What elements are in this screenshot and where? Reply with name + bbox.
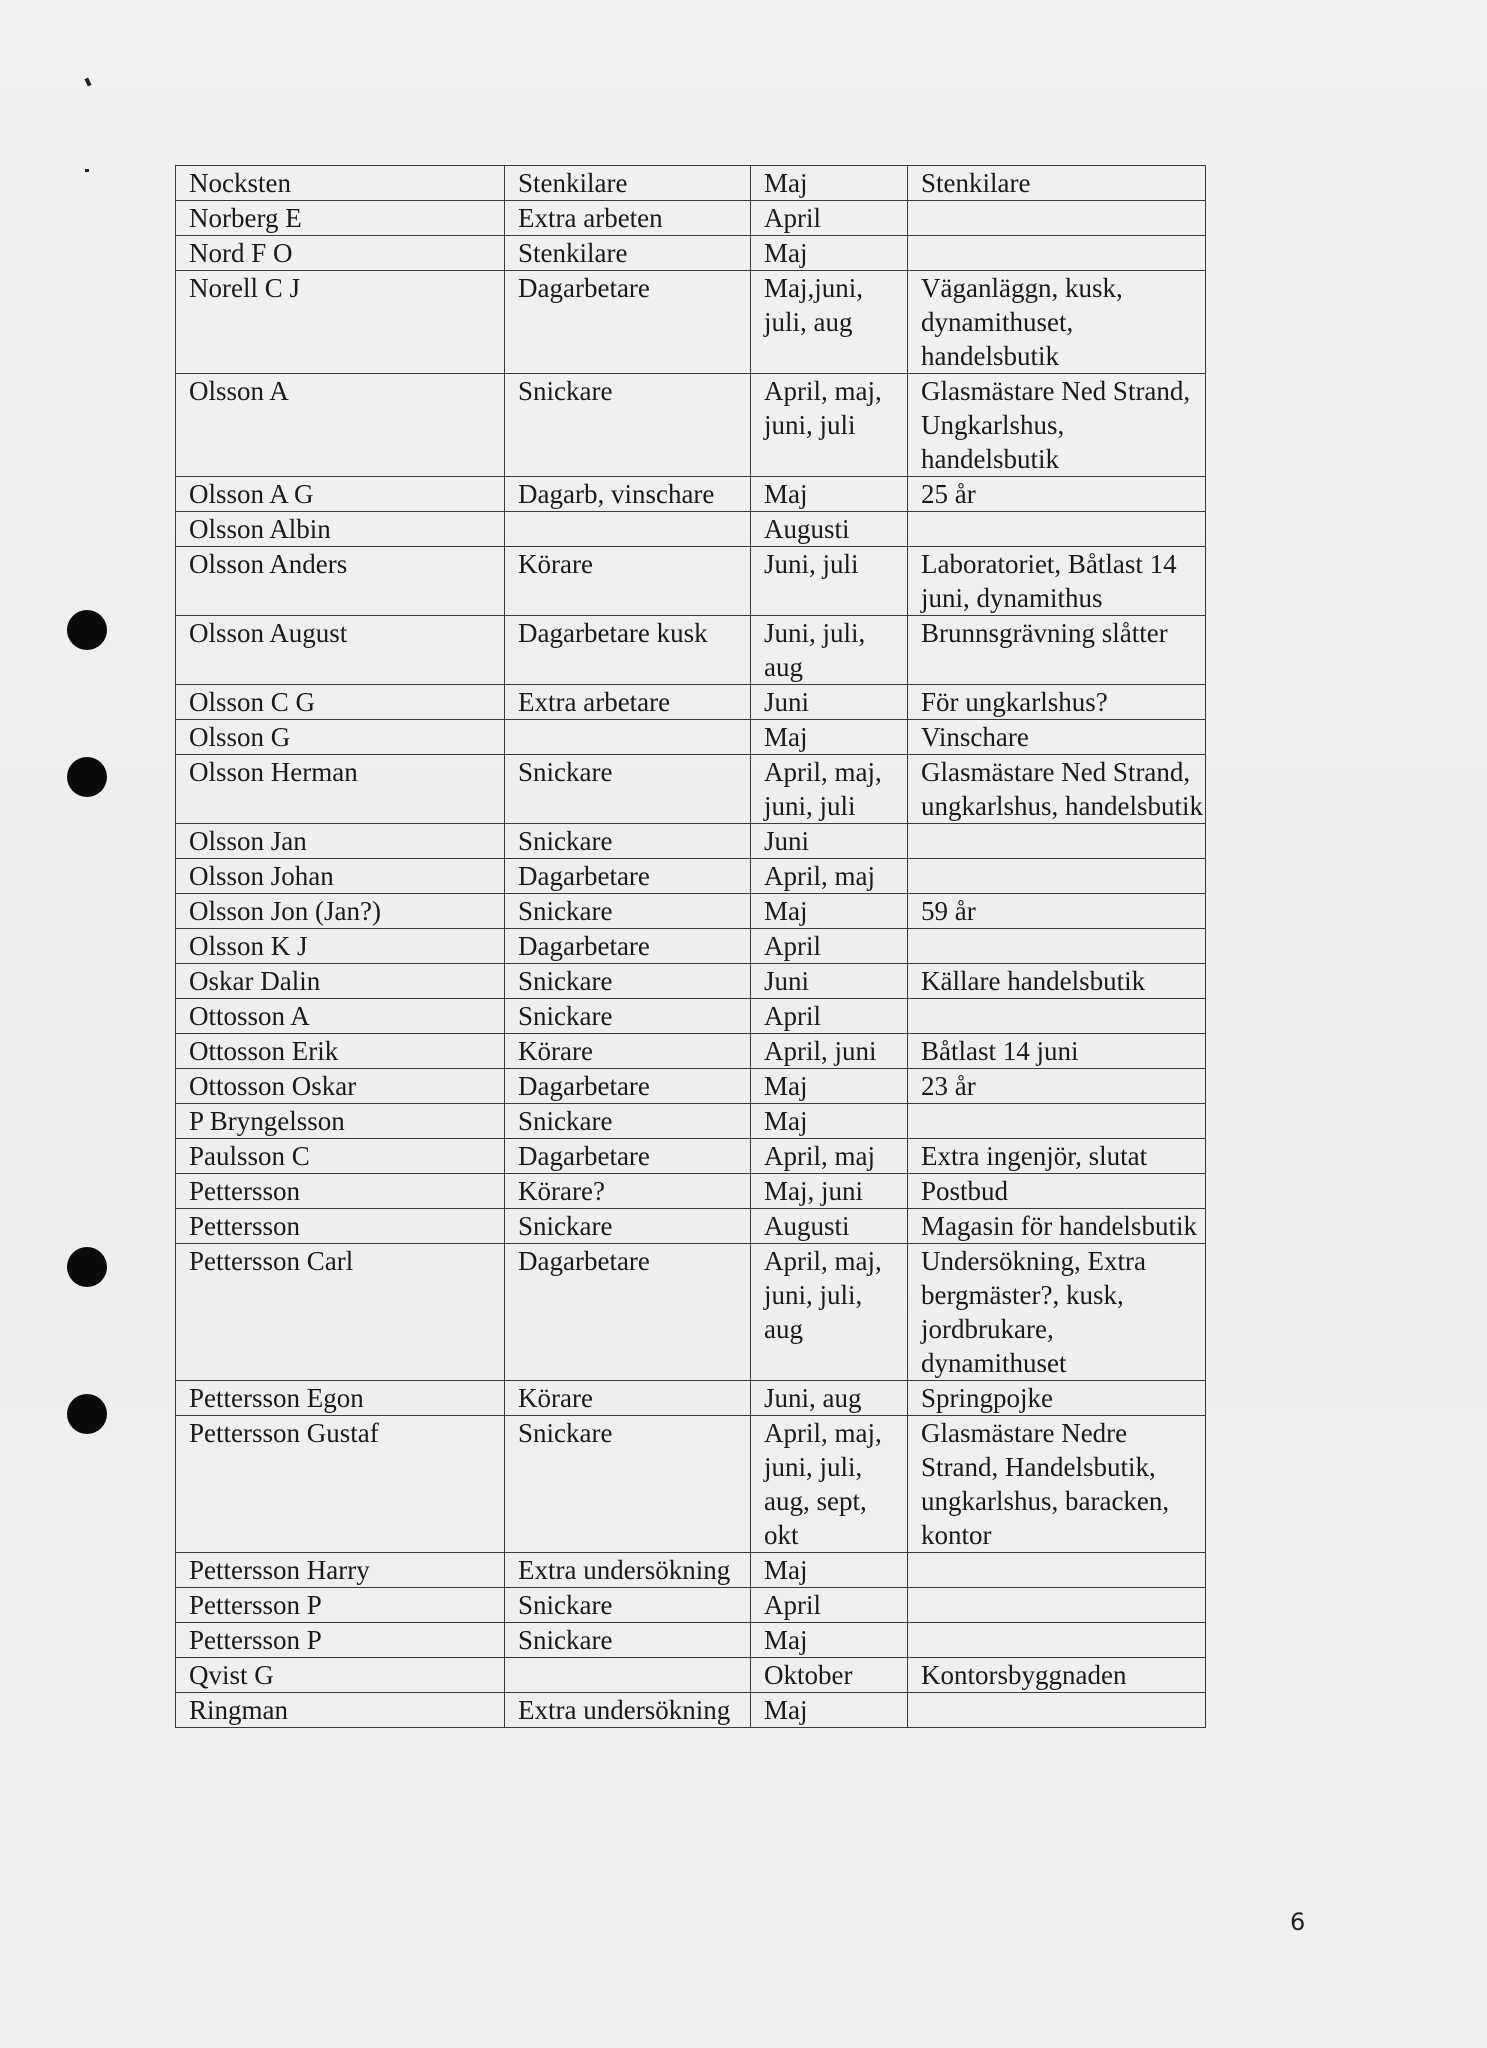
table-row [176, 166, 1206, 201]
worker-role-cell [505, 1416, 751, 1553]
worker-name-cell [176, 824, 505, 859]
worker-note-cell [908, 929, 1206, 964]
worker-role-cell [505, 1623, 751, 1658]
worker-months-cell [751, 236, 908, 271]
worker-role-text: Körare? [518, 1176, 605, 1206]
worker-note-cell [908, 616, 1206, 685]
worker-name-cell [176, 547, 505, 616]
worker-name-cell [176, 1416, 505, 1553]
worker-note-text: 23 år [921, 1071, 976, 1101]
worker-note-text [921, 859, 1205, 893]
worker-note-cell [908, 1658, 1206, 1693]
worker-note-cell [908, 512, 1206, 547]
worker-note-text: Extra ingenjör, slutat [921, 1141, 1148, 1171]
worker-role-cell [505, 271, 751, 374]
worker-role-text: Snickare [518, 757, 613, 787]
worker-note-cell [908, 1588, 1206, 1623]
table-row [176, 1244, 1206, 1381]
worker-months-cell [751, 720, 908, 755]
worker-note-cell [908, 374, 1206, 477]
worker-note-text: Undersökning, Extra bergmäster?, kusk, jordbrukare, dynamithuset [921, 1246, 1146, 1378]
worker-role-cell [505, 512, 751, 547]
worker-role-cell [505, 1658, 751, 1693]
worker-name-cell [176, 1139, 505, 1174]
worker-name-cell [176, 1104, 505, 1139]
table-row [176, 1209, 1206, 1244]
worker-name-cell [176, 1174, 505, 1209]
worker-months-cell [751, 271, 908, 374]
worker-months-cell [751, 547, 908, 616]
worker-months-cell [751, 201, 908, 236]
worker-role-text [518, 1658, 750, 1692]
worker-role-cell [505, 477, 751, 512]
worker-name-cell [176, 999, 505, 1034]
worker-role-text: Snickare [518, 376, 613, 406]
worker-role-text: Extra undersökning [518, 1555, 731, 1585]
worker-role-cell [505, 824, 751, 859]
worker-role-cell [505, 1381, 751, 1416]
worker-role-text: Dagarb, vinschare [518, 479, 715, 509]
worker-note-cell [908, 1381, 1206, 1416]
worker-note-text [921, 512, 1205, 546]
worker-name-text: Pettersson Carl [189, 1246, 354, 1276]
worker-name-text: Oskar Dalin [189, 966, 321, 996]
worker-note-cell [908, 720, 1206, 755]
worker-table-container [175, 165, 1205, 1728]
worker-note-text [921, 1588, 1205, 1622]
worker-note-cell [908, 1623, 1206, 1658]
worker-months-text: Juni [764, 826, 810, 856]
worker-months-cell [751, 755, 908, 824]
table-row [176, 1104, 1206, 1139]
worker-name-cell [176, 859, 505, 894]
worker-months-text: Juni [764, 966, 810, 996]
table-row [176, 824, 1206, 859]
worker-name-cell [176, 1693, 505, 1728]
worker-months-text: Augusti [764, 1211, 850, 1241]
table-row [176, 1623, 1206, 1658]
worker-name-cell [176, 1658, 505, 1693]
worker-note-cell [908, 477, 1206, 512]
worker-role-cell [505, 1069, 751, 1104]
worker-months-text: Juni, aug [764, 1383, 862, 1413]
worker-months-text: April [764, 1001, 821, 1031]
table-row [176, 929, 1206, 964]
worker-role-cell [505, 929, 751, 964]
worker-role-cell [505, 236, 751, 271]
table-row [176, 859, 1206, 894]
worker-note-text: Glasmästare Nedre Strand, Handelsbutik, ungkarlshus, baracken, kontor [921, 1418, 1170, 1550]
worker-role-cell [505, 1104, 751, 1139]
worker-name-text: Olsson August [189, 618, 348, 648]
worker-note-cell [908, 236, 1206, 271]
table-row [176, 894, 1206, 929]
table-row [176, 1174, 1206, 1209]
worker-note-cell [908, 1034, 1206, 1069]
worker-note-text: Glasmästare Ned Strand, ungkarlshus, handelsbutik [921, 757, 1203, 821]
worker-role-text: Dagarbetare [518, 1141, 650, 1171]
worker-note-text: Brunnsgrävning slåtter [921, 618, 1168, 648]
worker-role-text: Extra arbetare [518, 687, 671, 717]
worker-months-cell [751, 616, 908, 685]
table-row [176, 1381, 1206, 1416]
table-row [176, 1069, 1206, 1104]
worker-name-cell [176, 1209, 505, 1244]
worker-months-text: Maj [764, 1695, 808, 1725]
worker-note-cell [908, 201, 1206, 236]
worker-name-cell [176, 1381, 505, 1416]
worker-months-text: Maj,juni, juli, aug [764, 273, 863, 337]
worker-table-body [176, 166, 1206, 1728]
worker-name-text: Pettersson Gustaf [189, 1418, 379, 1448]
worker-months-cell [751, 1381, 908, 1416]
worker-role-cell [505, 1034, 751, 1069]
worker-name-text: Olsson Jan [189, 826, 307, 856]
table-row [176, 374, 1206, 477]
worker-note-cell [908, 271, 1206, 374]
worker-role-text: Extra undersökning [518, 1695, 731, 1725]
worker-note-text: Båtlast 14 juni [921, 1036, 1079, 1066]
worker-role-text: Stenkilare [518, 238, 628, 268]
worker-months-text: Maj [764, 1106, 808, 1136]
worker-months-text: April, maj [764, 1141, 875, 1171]
worker-role-cell [505, 1693, 751, 1728]
worker-role-cell [505, 1588, 751, 1623]
worker-note-text [921, 201, 1205, 235]
punch-hole [67, 1247, 107, 1287]
worker-note-text: Springpojke [921, 1383, 1053, 1413]
worker-months-cell [751, 1069, 908, 1104]
worker-note-cell [908, 1139, 1206, 1174]
worker-name-text: Olsson Johan [189, 861, 334, 891]
worker-note-cell [908, 964, 1206, 999]
worker-role-text: Snickare [518, 1625, 613, 1655]
table-row [176, 999, 1206, 1034]
worker-months-cell [751, 374, 908, 477]
worker-role-text: Snickare [518, 1001, 613, 1031]
worker-name-cell [176, 894, 505, 929]
worker-role-text: Snickare [518, 966, 613, 996]
worker-months-cell [751, 1553, 908, 1588]
worker-note-text: Stenkilare [921, 168, 1031, 198]
worker-months-text: Maj [764, 1071, 808, 1101]
worker-role-text [518, 720, 750, 754]
worker-note-text: Kontorsbyggnaden [921, 1660, 1127, 1690]
worker-name-cell [176, 964, 505, 999]
worker-name-cell [176, 374, 505, 477]
worker-name-text: Pettersson P [189, 1590, 322, 1620]
worker-months-text: Maj [764, 1625, 808, 1655]
worker-name-text: Pettersson P [189, 1625, 322, 1655]
worker-role-text: Dagarbetare kusk [518, 618, 708, 648]
worker-months-text: April [764, 203, 821, 233]
worker-role-text: Snickare [518, 1418, 613, 1448]
worker-months-text: Maj, juni [764, 1176, 863, 1206]
worker-role-text: Snickare [518, 1590, 613, 1620]
worker-months-text: Juni [764, 687, 810, 717]
worker-months-text: Augusti [764, 514, 850, 544]
worker-name-cell [176, 1588, 505, 1623]
scan-speck [84, 78, 91, 87]
worker-role-cell [505, 1209, 751, 1244]
worker-role-text: Dagarbetare [518, 931, 650, 961]
worker-months-cell [751, 1588, 908, 1623]
worker-role-text: Dagarbetare [518, 1071, 650, 1101]
worker-role-text: Snickare [518, 826, 613, 856]
worker-note-cell [908, 1416, 1206, 1553]
worker-note-cell [908, 547, 1206, 616]
worker-name-cell [176, 1069, 505, 1104]
worker-months-cell [751, 1034, 908, 1069]
worker-note-text [921, 999, 1205, 1033]
worker-months-text: April, maj, juni, juli, aug [764, 1246, 882, 1344]
worker-months-cell [751, 859, 908, 894]
worker-months-cell [751, 824, 908, 859]
punch-hole [67, 610, 107, 650]
worker-months-text: Maj [764, 238, 808, 268]
worker-role-cell [505, 999, 751, 1034]
worker-name-cell [176, 166, 505, 201]
worker-name-text: Ringman [189, 1695, 288, 1725]
worker-note-text [921, 824, 1205, 858]
worker-months-text: Maj [764, 479, 808, 509]
worker-role-text [518, 512, 750, 546]
worker-name-cell [176, 512, 505, 547]
worker-note-text: 59 år [921, 896, 976, 926]
worker-role-text: Stenkilare [518, 168, 628, 198]
worker-name-text: Nord F O [189, 238, 293, 268]
worker-name-text: Olsson K J [189, 931, 308, 961]
worker-name-cell [176, 1244, 505, 1381]
worker-note-cell [908, 166, 1206, 201]
table-row [176, 1553, 1206, 1588]
worker-months-cell [751, 166, 908, 201]
worker-note-cell [908, 894, 1206, 929]
worker-name-cell [176, 929, 505, 964]
worker-note-cell [908, 1244, 1206, 1381]
worker-table [175, 165, 1206, 1728]
worker-note-cell [908, 859, 1206, 894]
worker-name-text: Olsson G [189, 722, 291, 752]
worker-role-cell [505, 374, 751, 477]
worker-role-cell [505, 720, 751, 755]
worker-name-cell [176, 616, 505, 685]
table-row [176, 685, 1206, 720]
worker-note-text [921, 1104, 1205, 1138]
worker-role-cell [505, 547, 751, 616]
worker-note-cell [908, 685, 1206, 720]
worker-note-text [921, 929, 1205, 963]
worker-role-cell [505, 685, 751, 720]
worker-role-text: Körare [518, 1383, 593, 1413]
worker-name-text: Paulsson C [189, 1141, 310, 1171]
worker-months-text: April, juni [764, 1036, 877, 1066]
worker-role-cell [505, 894, 751, 929]
worker-months-cell [751, 685, 908, 720]
worker-name-cell [176, 685, 505, 720]
worker-name-cell [176, 1553, 505, 1588]
worker-name-text: Olsson A G [189, 479, 314, 509]
worker-months-text: Oktober [764, 1660, 853, 1690]
table-row [176, 477, 1206, 512]
worker-note-text: Postbud [921, 1176, 1009, 1206]
page-number: 6 [1290, 1908, 1306, 1936]
worker-name-text: Norberg E [189, 203, 302, 233]
worker-role-cell [505, 201, 751, 236]
worker-months-text: April [764, 1590, 821, 1620]
worker-note-text: För ungkarlshus? [921, 687, 1108, 717]
table-row [176, 547, 1206, 616]
worker-name-cell [176, 201, 505, 236]
worker-role-text: Körare [518, 1036, 593, 1066]
worker-months-text: Juni, juli, aug [764, 618, 866, 682]
scan-speck [85, 169, 89, 172]
worker-name-cell [176, 720, 505, 755]
worker-role-cell [505, 1139, 751, 1174]
worker-months-text: Maj [764, 896, 808, 926]
worker-months-cell [751, 512, 908, 547]
worker-role-text: Extra arbeten [518, 203, 663, 233]
worker-note-cell [908, 1069, 1206, 1104]
worker-months-cell [751, 1244, 908, 1381]
worker-name-text: Pettersson Egon [189, 1383, 364, 1413]
worker-months-cell [751, 1658, 908, 1693]
table-row [176, 1139, 1206, 1174]
table-row [176, 512, 1206, 547]
worker-name-text: Ottosson Erik [189, 1036, 339, 1066]
worker-name-text: Olsson A [189, 376, 289, 406]
worker-role-text: Dagarbetare [518, 273, 650, 303]
table-row [176, 616, 1206, 685]
worker-role-text: Körare [518, 549, 593, 579]
table-row [176, 1693, 1206, 1728]
table-row [176, 236, 1206, 271]
table-row [176, 1658, 1206, 1693]
worker-name-text: Ottosson A [189, 1001, 310, 1031]
worker-name-text: P Bryngelsson [189, 1106, 345, 1136]
worker-months-cell [751, 477, 908, 512]
worker-name-text: Pettersson Harry [189, 1555, 370, 1585]
worker-note-text [921, 236, 1205, 270]
worker-role-cell [505, 1174, 751, 1209]
worker-note-cell [908, 999, 1206, 1034]
worker-name-text: Olsson Albin [189, 514, 331, 544]
table-row [176, 755, 1206, 824]
worker-role-cell [505, 1244, 751, 1381]
worker-note-text: Källare handelsbutik [921, 966, 1146, 996]
worker-note-cell [908, 824, 1206, 859]
worker-name-cell [176, 755, 505, 824]
worker-months-text: April [764, 931, 821, 961]
worker-months-cell [751, 1623, 908, 1658]
table-row [176, 1588, 1206, 1623]
worker-name-cell [176, 236, 505, 271]
worker-name-text: Ottosson Oskar [189, 1071, 357, 1101]
worker-months-text: Maj [764, 722, 808, 752]
table-row [176, 1416, 1206, 1553]
worker-role-cell [505, 616, 751, 685]
worker-note-text: Laboratoriet, Båtlast 14 juni, dynamithus [921, 549, 1177, 613]
worker-note-cell [908, 1209, 1206, 1244]
worker-role-cell [505, 1553, 751, 1588]
worker-note-text: Magasin för handelsbutik [921, 1211, 1197, 1241]
worker-name-cell [176, 1034, 505, 1069]
worker-role-cell [505, 964, 751, 999]
worker-note-cell [908, 755, 1206, 824]
worker-months-text: April, maj, juni, juli [764, 757, 882, 821]
punch-hole [67, 757, 107, 797]
worker-note-text [921, 1693, 1205, 1727]
worker-months-text: Maj [764, 1555, 808, 1585]
worker-months-text: Maj [764, 168, 808, 198]
worker-role-cell [505, 859, 751, 894]
worker-note-text [921, 1553, 1205, 1587]
worker-role-cell [505, 755, 751, 824]
worker-note-text: Glasmästare Ned Strand, Ungkarlshus, handelsbutik [921, 376, 1191, 474]
worker-role-cell [505, 166, 751, 201]
worker-note-cell [908, 1553, 1206, 1588]
worker-name-text: Nocksten [189, 168, 291, 198]
worker-role-text: Dagarbetare [518, 1246, 650, 1276]
worker-name-cell [176, 271, 505, 374]
worker-name-text: Pettersson [189, 1176, 300, 1206]
worker-months-cell [751, 964, 908, 999]
table-row [176, 201, 1206, 236]
worker-name-text: Olsson Herman [189, 757, 358, 787]
table-row [176, 1034, 1206, 1069]
table-row [176, 964, 1206, 999]
worker-months-cell [751, 999, 908, 1034]
worker-note-cell [908, 1104, 1206, 1139]
worker-months-text: April, maj, juni, juli [764, 376, 882, 440]
worker-role-text: Snickare [518, 896, 613, 926]
worker-name-text: Norell C J [189, 273, 300, 303]
worker-name-text: Olsson Anders [189, 549, 348, 579]
worker-months-cell [751, 894, 908, 929]
worker-name-text: Olsson Jon (Jan?) [189, 896, 381, 926]
worker-months-cell [751, 929, 908, 964]
worker-role-text: Snickare [518, 1106, 613, 1136]
worker-months-cell [751, 1693, 908, 1728]
worker-months-cell [751, 1174, 908, 1209]
worker-name-cell [176, 477, 505, 512]
worker-months-cell [751, 1416, 908, 1553]
worker-months-text: Juni, juli [764, 549, 859, 579]
worker-name-cell [176, 1623, 505, 1658]
worker-note-text: 25 år [921, 479, 976, 509]
worker-note-text [921, 1623, 1205, 1657]
worker-months-text: April, maj [764, 861, 875, 891]
worker-note-cell [908, 1174, 1206, 1209]
table-row [176, 271, 1206, 374]
worker-months-text: April, maj, juni, juli, aug, sept, okt [764, 1418, 882, 1550]
worker-note-text: Väganläggn, kusk, dynamithuset, handelsbutik [921, 273, 1123, 371]
worker-name-text: Qvist G [189, 1660, 274, 1690]
worker-note-text: Vinschare [921, 722, 1029, 752]
worker-note-cell [908, 1693, 1206, 1728]
worker-months-cell [751, 1104, 908, 1139]
worker-months-cell [751, 1139, 908, 1174]
worker-role-text: Dagarbetare [518, 861, 650, 891]
worker-role-text: Snickare [518, 1211, 613, 1241]
punch-hole [67, 1394, 107, 1434]
worker-months-cell [751, 1209, 908, 1244]
worker-name-text: Pettersson [189, 1211, 300, 1241]
table-row [176, 720, 1206, 755]
worker-name-text: Olsson C G [189, 687, 316, 717]
